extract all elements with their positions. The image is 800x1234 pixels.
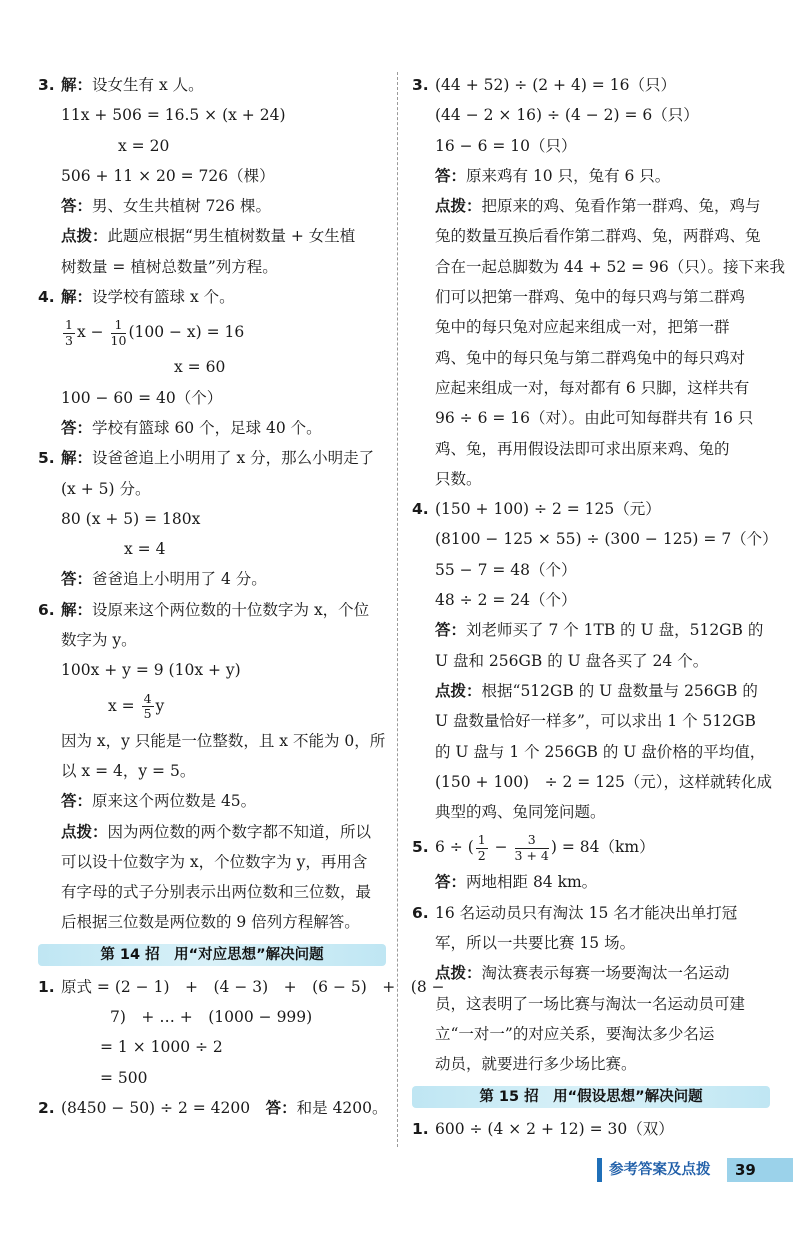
dianbo-label: 点拨：: [61, 227, 108, 246]
fraction: $\frac{1}{2}$: [477, 832, 486, 863]
answer-6-left: 6. 解：设原来这个两位数的十位数字为 x，个位 数字为 y。 100x + y = 9 (10x + y) x = $\frac{4}{5}$ y 因为 x，y 只能是一位整数，且 x 不能为 0，所 以 x = 4，y = 5。 答：原来这个两位数是 45。 点拨：因为两位数的两个数字都不知道，所以 可以设十位数字为 x，个位数字为 y，再用含 有字母的式子分别表示出两位数和三位数，最 后根据三位数是两位数的 9 倍列方程解答。: [38, 600, 386, 932]
answer-5-left: 5. 解：设爸爸追上小明用了 x 分，那么小明走了 (x + 5) 分。 80 (x + 5) = 180x x = 4 答：爸爸追上小明用了 4 分。: [38, 449, 375, 589]
footer-accent-bar: [597, 1158, 602, 1182]
answer-5-right: 5. 6 ÷ ( $\frac{1}{2}$ − $\frac{3}{3 + 4}$ ) = 84（km） 答：两地相距 84 km。: [412, 832, 655, 892]
da-label: 答：: [61, 197, 93, 216]
section-header-14: 第 14 招 用“对应思想”解决问题: [38, 944, 386, 966]
fraction: $\frac{4}{5}$: [143, 690, 152, 722]
fraction: $\frac{3}{3 + 4}$: [514, 832, 549, 863]
answer-15-1: 1. 600 ÷ (4 × 2 + 12) = 30（双）: [412, 1119, 674, 1138]
left-column: [38, 70, 445, 1123]
answer-4-right: 4. (150 + 100) ÷ 2 = 125（元） (8100 − 125 × 55) ÷ (300 − 125) = 7（个） 55 − 7 = 48（个） 48 ÷ 2 = 24（个） 答：刘老师买了 7 个 1TB 的 U 盘，512GB 的 U 盘和 256GB 的 U 盘各买了 24 个。 点拨：根据“512GB 的 U 盘数量与 256GB 的 U 盘数量恰好一样多”，可以求出 1 个 512GB 的 U 盘与 1 个 256GB 的 U 盘价格的平均值， (150 + 100) ÷ 2 = 125（元），这样就转化成 典型的鸡、兔同笼问题。: [412, 500, 778, 822]
page-number: 39: [727, 1158, 793, 1182]
section-header-15: 第 15 招 用“假设思想”解决问题: [412, 1086, 770, 1108]
answer-4-left: 4. 解：设学校有篮球 x 个。 $\frac{1}{3}$ x − $\frac{1}{10}$ (100 − x) = 16 x = 60 100 − 60 = 40（个） 答：学校有篮球 60 个，足球 40 个。: [38, 288, 322, 437]
fraction: $\frac{1}{10}$: [110, 317, 127, 348]
answer-3-right: 3. (44 + 52) ÷ (2 + 4) = 16（只） (44 − 2 × 16) ÷ (4 − 2) = 6（只） 16 − 6 = 10（只） 答：原来鸡有 10 只，兔有 6 只。 点拨：把原来的鸡、兔看作第一群鸡、兔，鸡与 兔的数量互换后看作第二群鸡、兔，两群鸡、兔 合在一起总脚数为 44 + 52 = 96（只）。接下来我 们可以把第一群鸡、兔中的每只鸡与第二群鸡 兔中的每只兔对应起来组成一对，把第一群 鸡、兔中的每只兔与第二群鸡兔中的每只鸡对 应起来组成一对，每对都有 6 只脚，这样共有 96 ÷ 6 = 16（对）。由此可知每群共有 16 只 鸡、兔，再用假设法即可求出原来鸡、兔的 只数。: [412, 76, 786, 488]
jie-label: 解：: [61, 76, 93, 94]
footer-label: 参考答案及点拨: [609, 1162, 711, 1178]
page-footer: [597, 1156, 793, 1184]
answer-6-right: 6. 16 名运动员只有淘汰 15 名才能决出单打冠 军，所以一共要比赛 15 场。 点拨：淘汰赛表示每赛一场要淘汰一名运动 员，这表明了一场比赛与淘汰一名运动员可建 立“一对一”的对应关系，要淘汰多少名运 动员，就要进行多少场比赛。: [412, 903, 746, 1074]
answer-3-left: 3. 解：设女生有 x 人。 11x + 506 = 16.5 × (x + 24) x = 20 506 + 11 × 20 = 726（棵） 答：男、女生共植树 726 棵。 点拨：此题应根据“男生植树数量 + 女生植 树数量 = 植树总数量”列方程。: [38, 76, 356, 276]
right-column: [412, 70, 786, 1144]
fraction: $\frac{1}{3}$: [65, 317, 73, 348]
answer-14-1: 1. 原式 = (2 − 1) + (4 − 3) + (6 − 5) + (8 − 7) + … + (1000 − 999) = 1 × 1000 ÷ 2 = 500: [38, 977, 445, 1087]
answer-14-2: 2. (8450 − 50) ÷ 2 = 4200 答：和是 4200。: [38, 1098, 388, 1117]
